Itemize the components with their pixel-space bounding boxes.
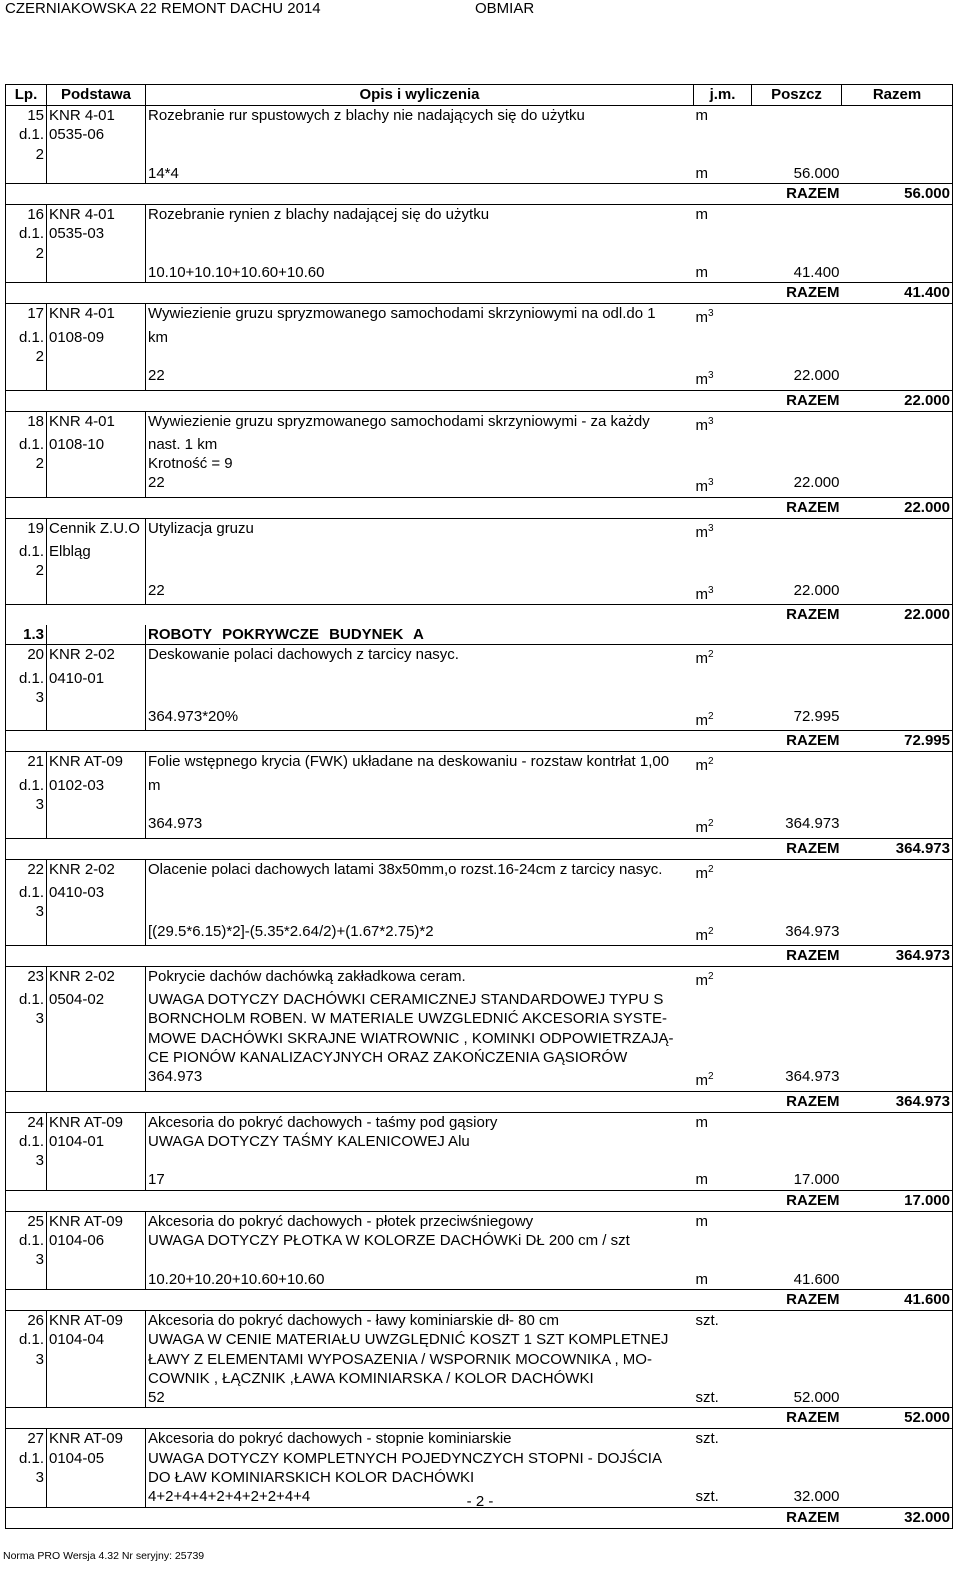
item-description: Krotność = 9: [146, 454, 694, 473]
total-row: [6, 1289, 953, 1310]
item-unit: [694, 883, 752, 902]
item-calculation: 364.973: [146, 814, 694, 838]
item-basis: KNR 4-01: [47, 304, 146, 328]
item-row: [6, 752, 953, 776]
item-unit: [694, 1048, 752, 1067]
item-description: Akcesoria do pokryć dachowych - płotek przeciwśniegowy: [146, 1211, 694, 1231]
item-calculation: 17: [146, 1170, 694, 1190]
item-basis: [47, 454, 146, 473]
calc-row: [6, 581, 953, 605]
total-row: [6, 731, 953, 752]
calc-unit: $m^3$: [695, 584, 714, 603]
item-calculation: 4+2+4+4+2+4+2+2+4+4: [146, 1487, 694, 1507]
item-row: [6, 1449, 953, 1468]
item-number: 27: [6, 1429, 47, 1449]
item-unit: [694, 328, 752, 347]
item-number: 20: [6, 645, 47, 669]
section-row: [6, 625, 953, 645]
item-unit: [694, 1029, 752, 1048]
calc-row: [6, 366, 953, 390]
item-basis: 0535-03: [47, 224, 146, 243]
item-row: [6, 1369, 953, 1388]
item-row: [6, 435, 953, 454]
item-description: UWAGA DOTYCZY KOMPLETNYCH POJEDYNCZYCH STOPNI - DOJŚCIA: [146, 1449, 694, 1468]
total-label: RAZEM: [752, 497, 842, 518]
item-row: [6, 1211, 953, 1231]
total-label: RAZEM: [752, 838, 842, 859]
total-row: [6, 1190, 953, 1211]
item-chapter: d.1.: [6, 776, 47, 795]
item-number: 17: [6, 304, 47, 328]
item-number: 25: [6, 1211, 47, 1231]
item-chapter: d.1.: [6, 669, 47, 688]
section-number: 1.3: [6, 625, 47, 645]
item-unit: [694, 1369, 752, 1388]
items-group-1: [6, 106, 953, 625]
item-description: UWAGA W CENIE MATERIAŁU UWZGLĘDNIĆ KOSZT 1 SZT KOMPLETNEJ: [146, 1330, 694, 1349]
page-header: [5, 0, 955, 24]
item-total: 22.000: [842, 497, 953, 518]
items-group-2: [6, 645, 953, 1528]
item-basis: KNR AT-09: [47, 1112, 146, 1132]
item-unit: $m^3$: [694, 518, 752, 542]
software-note: Norma PRO Wersja 4.32 Nr seryjny: 25739: [3, 1550, 205, 1562]
item-basis: KNR 4-01: [47, 205, 146, 225]
item-sub: [6, 1369, 47, 1388]
item-basis: 0104-06: [47, 1231, 146, 1250]
item-unit: $m^2$: [694, 752, 752, 776]
item-description: Akcesoria do pokryć dachowych - ławy kominiarskie dł- 80 cm: [146, 1310, 694, 1330]
item-row: [6, 518, 953, 542]
item-basis: 0102-03: [47, 776, 146, 795]
item-unit: [694, 990, 752, 1009]
calc-row: [6, 164, 953, 184]
calc-unit: m: [695, 264, 708, 282]
total-row: [6, 1091, 953, 1112]
item-unit: $m^3$: [694, 411, 752, 435]
item-row: [6, 1429, 953, 1449]
total-row: [6, 390, 953, 411]
item-basis: KNR 2-02: [47, 859, 146, 883]
item-basis: KNR 4-01: [47, 411, 146, 435]
calc-unit: szt.: [695, 1389, 719, 1407]
item-unit: [694, 1330, 752, 1349]
item-number: 21: [6, 752, 47, 776]
total-label: RAZEM: [752, 945, 842, 966]
item-unit: [694, 1350, 752, 1369]
calc-row: [6, 922, 953, 946]
item-basis: KNR AT-09: [47, 752, 146, 776]
item-description: nast. 1 km: [146, 435, 694, 454]
item-row: [6, 1330, 953, 1349]
col-header-podstawa: Podstawa: [47, 85, 146, 106]
item-subtotal: 41.400: [793, 264, 840, 282]
item-basis: [47, 1369, 146, 1388]
item-sub: 3: [6, 1009, 47, 1028]
item-description: [146, 883, 694, 902]
item-chapter: d.1.: [6, 1231, 47, 1250]
item-subtotal: 364.973: [785, 815, 840, 833]
item-basis: 0535-06: [47, 125, 146, 144]
table-header-row: [6, 85, 953, 106]
item-row: [6, 304, 953, 328]
item-row: [6, 669, 953, 688]
item-unit: $m^2$: [694, 645, 752, 669]
total-row: [6, 945, 953, 966]
item-basis: [47, 1029, 146, 1048]
item-basis: [47, 1468, 146, 1487]
item-calculation: 10.10+10.10+10.60+10.60: [146, 263, 694, 283]
total-row: [6, 838, 953, 859]
item-chapter: d.1.: [6, 1330, 47, 1349]
item-description: ŁAWY Z ELEMENTAMI WYPOSAZENIA / WSPORNIK MOCOWNIKA , MO-: [146, 1350, 694, 1369]
total-row: [6, 184, 953, 205]
item-basis: KNR AT-09: [47, 1211, 146, 1231]
item-calculation: 22: [146, 366, 694, 390]
col-header-lp: Lp.: [6, 85, 47, 106]
item-unit: szt.: [694, 1310, 752, 1330]
item-spacer-row: 2: [6, 347, 953, 366]
item-unit: [694, 1449, 752, 1468]
item-row: [6, 224, 953, 243]
total-label: RAZEM: [752, 390, 842, 411]
item-unit: m: [694, 1112, 752, 1132]
item-subtotal: 56.000: [793, 164, 840, 182]
calc-unit: $m^2$: [695, 818, 714, 837]
item-unit: [694, 542, 752, 561]
item-total: 22.000: [842, 390, 953, 411]
item-calculation: 364.973: [146, 1067, 694, 1091]
item-description: Akcesoria do pokryć dachowych - stopnie kominiarskie: [146, 1429, 694, 1449]
item-row: [6, 542, 953, 561]
item-row: [6, 990, 953, 1009]
total-label: RAZEM: [752, 283, 842, 304]
item-row: [6, 859, 953, 883]
item-row: [6, 106, 953, 126]
item-row: [6, 411, 953, 435]
item-basis: 0104-04: [47, 1330, 146, 1349]
item-description: DO ŁAW KOMINIARSKICH KOLOR DACHÓWKI: [146, 1468, 694, 1487]
calc-unit: $m^2$: [695, 1071, 714, 1090]
item-unit: [694, 776, 752, 795]
item-description: Pokrycie dachów dachówką zakładkowa ceram.: [146, 966, 694, 990]
calc-unit: $m^3$: [695, 477, 714, 496]
item-description: Olacenie polaci dachowych latami 38x50mm,o rozst.16-24cm z tarcicy nasyc.: [146, 859, 694, 883]
item-unit: $m^3$: [694, 304, 752, 328]
item-description: Utylizacja gruzu: [146, 518, 694, 542]
item-total: 364.973: [842, 1091, 953, 1112]
item-total: 22.000: [842, 604, 953, 625]
item-row: [6, 454, 953, 473]
item-chapter: d.1.: [6, 328, 47, 347]
item-subtotal: 17.000: [793, 1171, 840, 1189]
item-subtotal: 364.973: [785, 1068, 840, 1086]
item-unit: [694, 224, 752, 243]
item-row: [6, 1310, 953, 1330]
item-spacer-row: 3: [6, 1151, 953, 1170]
item-calculation: 22: [146, 581, 694, 605]
calc-row: [6, 1170, 953, 1190]
item-calculation: 14*4: [146, 164, 694, 184]
item-description: m: [146, 776, 694, 795]
item-basis: KNR 2-02: [47, 966, 146, 990]
calc-unit: $m^2$: [695, 711, 714, 730]
item-basis: 0410-03: [47, 883, 146, 902]
col-header-razem: Razem: [842, 85, 953, 106]
item-description: Akcesoria do pokryć dachowych - taśmy pod gąsiory: [146, 1112, 694, 1132]
calc-unit: m: [695, 1270, 708, 1288]
item-unit: m: [694, 106, 752, 126]
item-row: [6, 1231, 953, 1250]
item-description: UWAGA DOTYCZY PŁOTKA W KOLORZE DACHÓWKi DŁ 200 cm / szt: [146, 1231, 694, 1250]
item-calculation: 364.973*20%: [146, 707, 694, 731]
document-subtitle: OBMIAR: [475, 0, 535, 17]
section-row-group: [6, 625, 953, 645]
item-row: [6, 1132, 953, 1151]
item-spacer-row: 2: [6, 561, 953, 580]
total-label: RAZEM: [752, 604, 842, 625]
calc-unit: $m^3$: [695, 370, 714, 389]
item-number: 18: [6, 411, 47, 435]
item-subtotal: 22.000: [793, 367, 840, 385]
item-description: CE PIONÓW KANALIZACYJNYCH ORAZ ZAKOŃCZENIA GĄSIORÓW: [146, 1048, 694, 1067]
item-spacer-row: 3: [6, 688, 953, 707]
item-calculation: [(29.5*6.15)*2]-(5.35*2.64/2)+(1.67*2.75)*2: [146, 922, 694, 946]
item-unit: [694, 1132, 752, 1151]
item-number: 16: [6, 205, 47, 225]
item-number: 19: [6, 518, 47, 542]
item-description: [146, 224, 694, 243]
item-description: Deskowanie polaci dachowych z tarcicy nasyc.: [146, 645, 694, 669]
item-description: MOWE DACHÓWKI SKRAJNE WIATROWNIC , KOMINKI ODPOWIETRZAJĄ-: [146, 1029, 694, 1048]
item-chapter: d.1.: [6, 883, 47, 902]
item-subtotal: 52.000: [793, 1389, 840, 1407]
item-total: 364.973: [842, 838, 953, 859]
item-sub: 3: [6, 1468, 47, 1487]
item-subtotal: 364.973: [785, 922, 840, 940]
item-row: [6, 776, 953, 795]
item-total: 41.400: [842, 283, 953, 304]
item-row: [6, 1350, 953, 1369]
item-total: 364.973: [842, 945, 953, 966]
item-calculation: 52: [146, 1388, 694, 1408]
item-basis: KNR 2-02: [47, 645, 146, 669]
total-label: RAZEM: [752, 1408, 842, 1429]
total-label: RAZEM: [752, 1190, 842, 1211]
item-row: [6, 328, 953, 347]
item-spacer-row: 2: [6, 145, 953, 164]
item-row: [6, 1029, 953, 1048]
item-description: Wywiezienie gruzu spryzmowanego samochodami skrzyniowymi na odl.do 1: [146, 304, 694, 328]
item-description: COWNIK , ŁĄCZNIK ,ŁAWA KOMINIARSKA / KOLOR DACHÓWKI: [146, 1369, 694, 1388]
total-row: [6, 1507, 953, 1528]
item-description: UWAGA DOTYCZY TAŚMY KALENICOWEJ Alu: [146, 1132, 694, 1151]
item-unit: m: [694, 1211, 752, 1231]
total-row: [6, 604, 953, 625]
item-number: 15: [6, 106, 47, 126]
item-basis: [47, 1350, 146, 1369]
item-sub: [6, 1029, 47, 1048]
item-sub: 2: [6, 454, 47, 473]
calc-unit: $m^2$: [695, 925, 714, 944]
item-description: Folie wstępnego krycia (FWK) układane na deskowaniu - rozstaw kontrłat 1,00: [146, 752, 694, 776]
calc-row: [6, 814, 953, 838]
item-subtotal: 41.600: [793, 1270, 840, 1288]
item-sub: 3: [6, 1350, 47, 1369]
total-label: RAZEM: [752, 1091, 842, 1112]
col-header-opis: Opis i wyliczenia: [146, 85, 694, 106]
item-description: [146, 125, 694, 144]
item-description: [146, 542, 694, 561]
item-unit: $m^2$: [694, 859, 752, 883]
item-basis: Elbląg: [47, 542, 146, 561]
col-header-jm: j.m.: [694, 85, 752, 106]
item-description: Wywiezienie gruzu spryzmowanego samochodami skrzyniowymi - za każdy: [146, 411, 694, 435]
item-unit: [694, 1468, 752, 1487]
item-chapter: d.1.: [6, 224, 47, 243]
item-unit: [694, 669, 752, 688]
item-basis: KNR AT-09: [47, 1429, 146, 1449]
section-title: ROBOTY POKRYWCZE BUDYNEK A: [146, 625, 694, 645]
item-unit: [694, 125, 752, 144]
item-row: [6, 1048, 953, 1067]
item-basis: [47, 1048, 146, 1067]
item-number: 24: [6, 1112, 47, 1132]
item-subtotal: 32.000: [793, 1488, 840, 1506]
item-basis: 0104-05: [47, 1449, 146, 1468]
calc-row: [6, 707, 953, 731]
total-row: [6, 497, 953, 518]
item-basis: 0410-01: [47, 669, 146, 688]
item-basis: [47, 1009, 146, 1028]
item-spacer-row: 3: [6, 902, 953, 921]
calc-row: [6, 473, 953, 497]
item-chapter: d.1.: [6, 435, 47, 454]
item-unit: [694, 435, 752, 454]
total-label: RAZEM: [752, 1289, 842, 1310]
item-unit: $m^2$: [694, 966, 752, 990]
item-spacer-row: 3: [6, 1250, 953, 1269]
item-total: 41.600: [842, 1289, 953, 1310]
total-label: RAZEM: [752, 1507, 842, 1528]
item-total: 32.000: [842, 1507, 953, 1528]
item-row: [6, 883, 953, 902]
item-sub: [6, 1048, 47, 1067]
item-total: 72.995: [842, 731, 953, 752]
item-basis: KNR 4-01: [47, 106, 146, 126]
item-total: 52.000: [842, 1408, 953, 1429]
calc-unit: szt.: [695, 1488, 719, 1506]
item-unit: szt.: [694, 1429, 752, 1449]
item-calculation: 22: [146, 473, 694, 497]
calc-row: [6, 1270, 953, 1290]
item-basis: 0104-01: [47, 1132, 146, 1151]
calc-unit: m: [695, 1171, 708, 1189]
item-row: [6, 966, 953, 990]
item-description: UWAGA DOTYCZY DACHÓWKI CERAMICZNEJ STANDARDOWEJ TYPU S: [146, 990, 694, 1009]
item-subtotal: 22.000: [793, 474, 840, 492]
item-chapter: d.1.: [6, 542, 47, 561]
item-basis: 0504-02: [47, 990, 146, 1009]
item-row: [6, 205, 953, 225]
item-description: [146, 669, 694, 688]
item-unit: [694, 1231, 752, 1250]
item-basis: Cennik Z.U.O: [47, 518, 146, 542]
total-label: RAZEM: [752, 184, 842, 205]
item-description: Rozebranie rynien z blachy nadającej się do użytku: [146, 205, 694, 225]
item-subtotal: 72.995: [793, 708, 840, 726]
calc-row: [6, 263, 953, 283]
item-subtotal: 22.000: [793, 581, 840, 599]
item-unit: [694, 454, 752, 473]
item-unit: m: [694, 205, 752, 225]
item-row: [6, 125, 953, 144]
item-number: 22: [6, 859, 47, 883]
col-header-poszcz: Poszcz: [752, 85, 842, 106]
calc-unit: m: [695, 164, 708, 182]
cost-estimate-table: [5, 84, 953, 1529]
item-row: [6, 645, 953, 669]
total-row: [6, 1408, 953, 1429]
item-number: 26: [6, 1310, 47, 1330]
item-description: Rozebranie rur spustowych z blachy nie nadających się do użytku: [146, 106, 694, 126]
total-label: RAZEM: [752, 731, 842, 752]
item-basis: KNR AT-09: [47, 1310, 146, 1330]
item-calculation: 10.20+10.20+10.60+10.60: [146, 1270, 694, 1290]
item-spacer-row: 2: [6, 244, 953, 263]
item-description: BORNCHOLM ROBEN. W MATERIALE UWZGLEDNIĆ AKCESORIA SYSTE-: [146, 1009, 694, 1028]
item-chapter: d.1.: [6, 1132, 47, 1151]
item-row: [6, 1009, 953, 1028]
item-chapter: d.1.: [6, 125, 47, 144]
item-basis: 0108-09: [47, 328, 146, 347]
item-number: 23: [6, 966, 47, 990]
item-chapter: d.1.: [6, 1449, 47, 1468]
item-total: 17.000: [842, 1190, 953, 1211]
item-description: km: [146, 328, 694, 347]
item-total: 56.000: [842, 184, 953, 205]
calc-row: [6, 1388, 953, 1408]
item-basis: 0108-10: [47, 435, 146, 454]
page-number: - 2 -: [466, 1493, 494, 1510]
item-row: [6, 1112, 953, 1132]
item-spacer-row: 3: [6, 795, 953, 814]
calc-row: [6, 1067, 953, 1091]
document-title: CZERNIAKOWSKA 22 REMONT DACHU 2014: [5, 0, 321, 17]
item-chapter: d.1.: [6, 990, 47, 1009]
total-row: [6, 283, 953, 304]
item-unit: [694, 1009, 752, 1028]
item-row: [6, 1468, 953, 1487]
